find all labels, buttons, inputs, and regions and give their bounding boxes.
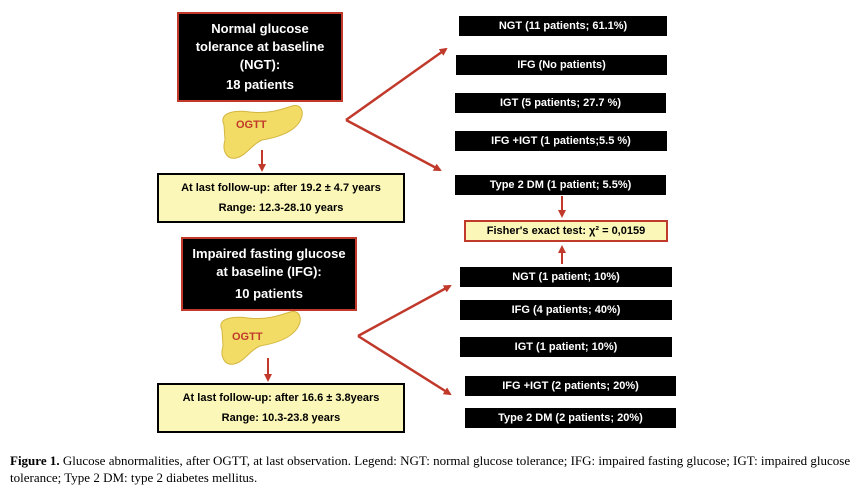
ifg-outcome-igt: IGT (1 patient; 10%) [460, 337, 672, 357]
ifg-followup-range: Range: 10.3-23.8 years [221, 412, 341, 424]
ifg-followup-text: At last follow-up: after 16.6 ± 3.8years [182, 392, 380, 404]
ifg-outcome-ifg: IFG (4 patients; 40%) [460, 300, 672, 320]
figure-caption [10, 452, 858, 486]
arrow-bottom-upper [358, 286, 450, 336]
ifg-title-line-2: at baseline (IFG): [216, 264, 322, 279]
ngt-followup-range: Range: 12.3-28.10 years [218, 202, 344, 214]
ngt-outcome-type2dm: Type 2 DM (1 patient; 5.5%) [455, 175, 666, 195]
ifg-title-line-1: Impaired fasting glucose [192, 246, 346, 261]
ifg-outcome-type2dm: Type 2 DM (2 patients; 20%) [465, 408, 676, 428]
figure-caption-label: Figure 1. [10, 453, 60, 468]
ogtt-label-bottom: OGTT [232, 331, 263, 343]
ngt-outcome-ngt: NGT (11 patients; 61.1%) [459, 16, 667, 36]
ifg-patients: 10 patients [235, 286, 303, 301]
ngt-title-line-3: (NGT): [239, 57, 281, 72]
arrow-top-upper [346, 49, 446, 120]
ngt-outcome-igt: IGT (5 patients; 27.7 %) [455, 93, 666, 113]
fisher-test-box: Fisher's exact test: χ² = 0,0159 [464, 220, 668, 242]
ngt-outcome-ifg: IFG (No patients) [456, 55, 667, 75]
figure-caption-text: Glucose abnormalities, after OGTT, at last observation. Legend: NGT: normal glucose tolerance; IFG: impaired fasting glucose; IGT: impaired glucose tolerance; Type 2 DM: type 2 diabetes mellitus. [10, 453, 851, 485]
ogtt-label-top: OGTT [236, 119, 267, 131]
ifg-outcome-ngt: NGT (1 patient; 10%) [460, 267, 672, 287]
ngt-outcome-ifg-igt: IFG +IGT (1 patients;5.5 %) [455, 131, 667, 151]
ifg-followup-box [157, 383, 405, 433]
ifg-outcome-ifg-igt: IFG +IGT (2 patients; 20%) [465, 376, 676, 396]
ngt-followup-box [157, 173, 405, 223]
ngt-baseline-box [177, 12, 343, 102]
ngt-followup-text: At last follow-up: after 19.2 ± 4.7 years [181, 182, 381, 194]
ngt-title-line-1: Normal glucose [211, 21, 309, 36]
ngt-patients: 18 patients [226, 77, 294, 92]
ifg-baseline-box [181, 237, 357, 311]
arrow-top-lower [346, 120, 440, 170]
ngt-title-line-2: tolerance at baseline [195, 39, 325, 54]
